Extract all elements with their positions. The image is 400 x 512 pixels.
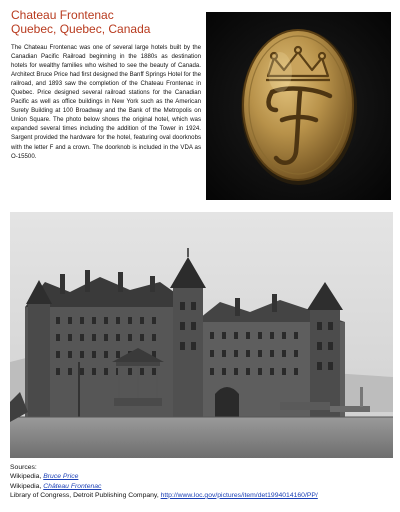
- title-line-2: Quebec, Quebec, Canada: [11, 22, 151, 36]
- sources-section: [10, 463, 395, 500]
- chateau-frontenac-image: [10, 212, 393, 458]
- sources-heading: Sources:: [10, 464, 37, 471]
- source-3-prefix: Library of Congress, Detroit Publishing Company,: [10, 491, 161, 499]
- page-title: [11, 8, 201, 36]
- doorknob-image: [206, 12, 391, 200]
- chateau-frontenac-link[interactable]: Château Frontenac: [43, 482, 102, 490]
- source-line-3: [10, 491, 395, 500]
- title-line-1: Chateau Frontenac: [11, 8, 114, 22]
- doorknob-photo: [206, 12, 391, 200]
- source-1-prefix: Wikipedia,: [10, 473, 44, 481]
- source-line-1: [10, 472, 395, 481]
- bruce-price-link[interactable]: Bruce Price: [43, 473, 79, 481]
- source-line-2: [10, 482, 395, 491]
- loc-url-link[interactable]: http://www.loc.gov/pictures/item/det1994014160/PP/: [160, 491, 318, 499]
- description-paragraph: The Chateau Frontenac was one of several large hotels built by the Canadian Pacific Railroad beginning in the 1880s as destination hotels for wealthy families who wished to see the beauty of Canada. Architect Bruce Price had first designed the Banff Springs Hotel for the railroad, and 1893 saw the completion of the Chateau Frontenac in Quebec. Price designed several railroad stations for the Canadian Pacific as well as office buildings in New York such as the American Surety Building at 100 Broadway and the Bank of the Metropolis on Union Square. The photo below shows the original hotel, which was expanded several times including the addition of the Tower in 1924. Sargent provided the hardware for the hotel, featuring oval doorknobs with the letter F and a crown. The doorknob is included in the VDA as O-15500.: [11, 44, 201, 160]
- hotel-photo: [10, 212, 393, 458]
- source-2-prefix: Wikipedia,: [10, 482, 44, 490]
